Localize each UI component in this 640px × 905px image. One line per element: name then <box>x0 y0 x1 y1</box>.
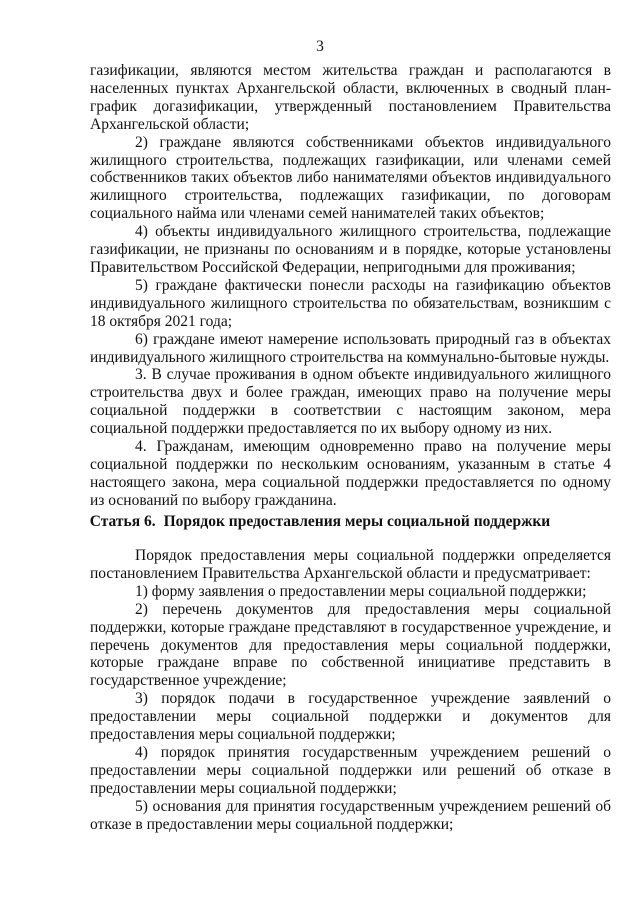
page-number: 3 <box>316 38 324 55</box>
paragraph: 3) порядок подачи в государственное учреждение заявлений о предоставлении меры социальной поддержки и документов для предоставления меры социальной поддержки; <box>90 690 611 744</box>
paragraph: 4. Гражданам, имеющим одновременно право на получение меры социальной поддержки по нескольким основаниям, указанным в статье 4 настоящего закона, мера социальной поддержки предоставляется по одному из оснований по выбору гражданина. <box>90 438 611 509</box>
text-block-article6 <box>90 547 611 834</box>
paragraph: 6) граждане имеют намерение использовать природный газ в объектах индивидуального жилищного строительства на коммунально-бытовые нужды. <box>90 330 611 366</box>
text-block-article5-continued <box>90 62 611 510</box>
paragraph: 5) основания для принятия государственным учреждением решений об отказе в предоставлении меры социальной поддержки; <box>90 797 611 833</box>
paragraph: 2) перечень документов для предоставления меры социальной поддержки, которые граждане представляют в государственное учреждение, и перечень документов для предоставления меры социальной поддержки, которые граждане вправе по собственной инициативе представить в государственное учреждение; <box>90 600 611 690</box>
paragraph: газификации, являются местом жительства граждан и располагаются в населенных пунктах Архангельской области, включенных в сводный план-график догазификации, утвержденный постановлением Правительства Архангельской области; <box>90 62 611 133</box>
paragraph: Порядок предоставления меры социальной поддержки определяется постановлением Правительства Архангельской области и предусматривает: <box>90 547 611 582</box>
article-6-heading <box>0 513 640 531</box>
paragraph: 5) граждане фактически понесли расходы на газификацию объектов индивидуального жилищного строительства по обязательствам, возникшим с 18 октября 2021 года; <box>90 276 611 330</box>
paragraph: 2) граждане являются собственниками объектов индивидуального жилищного строительства, подлежащих газификации, или членами семей собственников таких объектов либо нанимателями объектов индивидуального жилищного строительства, подлежащих газификации, по договорам социального найма или членами семей нанимателей таких объектов; <box>90 133 611 223</box>
paragraph: 3. В случае проживания в одном объекте индивидуального жилищного строительства двух и более граждан, имеющих право на получение меры социальной поддержки в соответствии с настоящим законом, мера социальной поддержки предоставляется по их выбору одному из них. <box>90 366 611 438</box>
article-6-title: Порядок предоставления меры социальной поддержки <box>163 513 551 530</box>
paragraph: 1) форму заявления о предоставлении меры социальной поддержки; <box>135 582 587 600</box>
paragraph: 4) объекты индивидуального жилищного строительства, подлежащие газификации, не признаны по основаниям и в порядке, которые установлены Правительством Российской Федерации, непригодными для проживания; <box>90 223 611 276</box>
paragraph: 4) порядок принятия государственным учреждением решений о предоставлении меры социальной поддержки или решений об отказе в предоставлении меры социальной поддержки; <box>90 743 611 797</box>
article-6-number: Статья 6. <box>89 513 156 530</box>
